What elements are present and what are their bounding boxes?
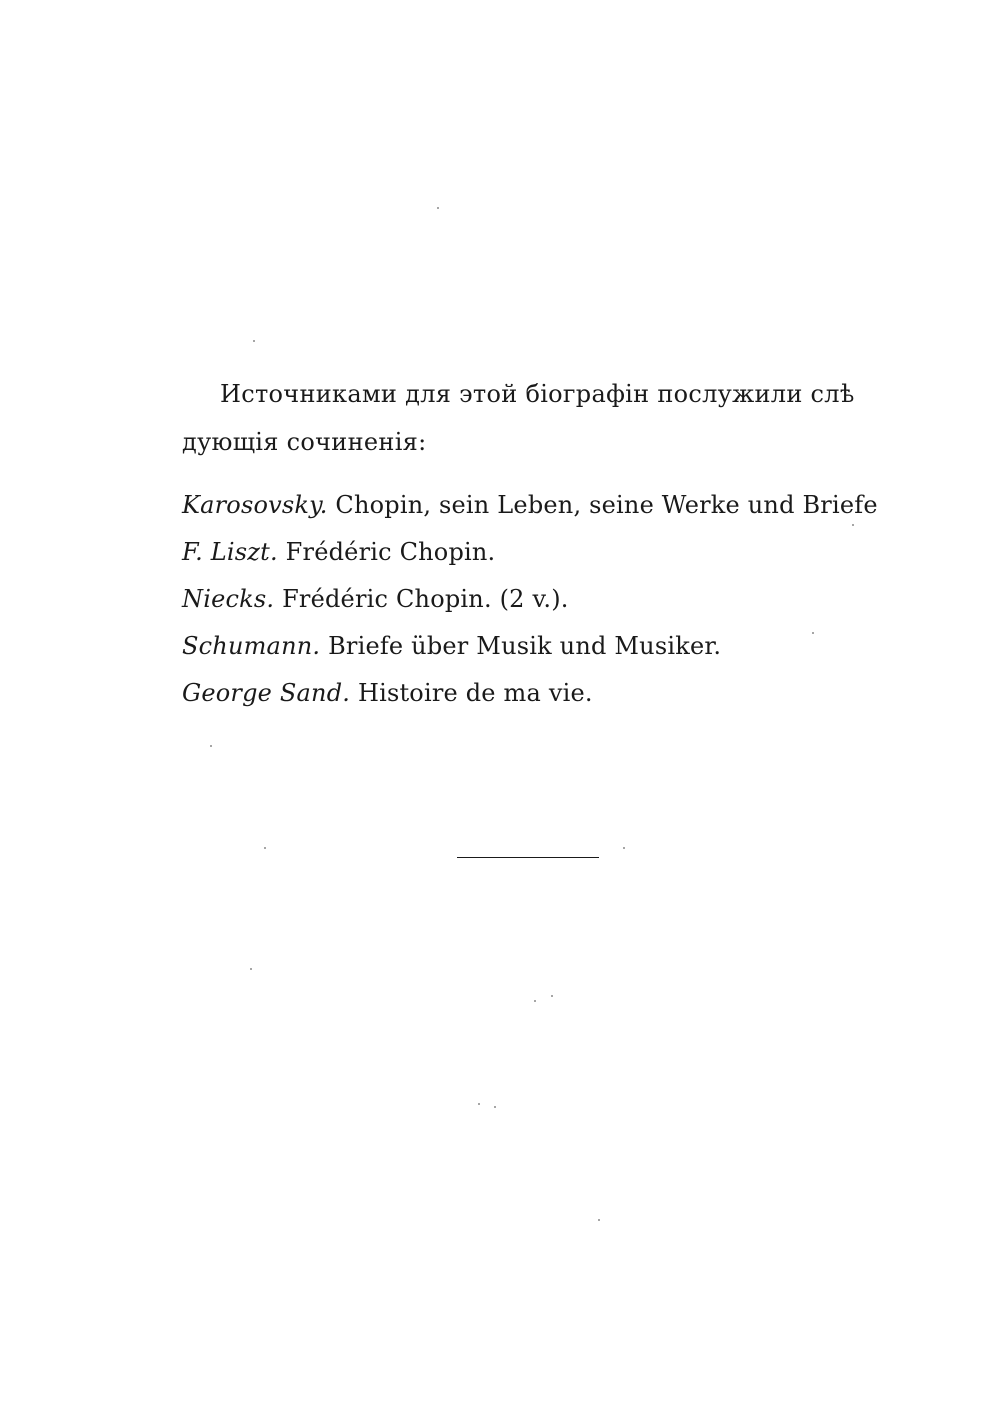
- scan-speck: [210, 745, 212, 747]
- source-entry: [182, 670, 902, 717]
- source-author: Niecks.: [182, 585, 275, 613]
- scan-speck: [478, 1103, 480, 1105]
- scan-speck: [250, 968, 252, 970]
- scan-speck: [812, 632, 814, 634]
- source-title: Histoire de ma vie.: [357, 679, 593, 707]
- sources-list: [182, 482, 902, 717]
- source-author: Schumann.: [182, 632, 321, 660]
- section-divider: [457, 857, 599, 858]
- intro-paragraph: [182, 370, 897, 466]
- source-title: Chopin, sein Leben, seine Werke und Briefe: [335, 491, 878, 519]
- source-author: F. Liszt.: [182, 538, 278, 566]
- scan-speck: [852, 524, 854, 526]
- scan-speck: [534, 1000, 536, 1002]
- source-author: Karosovsky.: [182, 491, 328, 519]
- source-entry: [182, 623, 902, 670]
- scan-speck: [551, 995, 553, 997]
- source-entry: [182, 576, 902, 623]
- scan-speck: [253, 340, 255, 342]
- scan-speck: [494, 1106, 496, 1108]
- scan-speck: [623, 847, 625, 849]
- intro-text-1: Источниками для этой біографін послужили слѣ: [220, 380, 855, 408]
- source-title: Frédéric Chopin. (2 v.).: [282, 585, 569, 613]
- scan-speck: [598, 1219, 600, 1221]
- intro-line-2: дующія сочиненія:: [182, 428, 427, 456]
- source-title: Briefe über Musik und Musiker.: [328, 632, 722, 660]
- source-entry: [182, 482, 902, 529]
- scan-speck: [437, 207, 439, 209]
- source-entry: [182, 529, 902, 576]
- source-title: Frédéric Chopin.: [285, 538, 496, 566]
- scan-speck: [264, 847, 266, 849]
- intro-line-1: [182, 370, 897, 418]
- source-author: George Sand.: [182, 679, 351, 707]
